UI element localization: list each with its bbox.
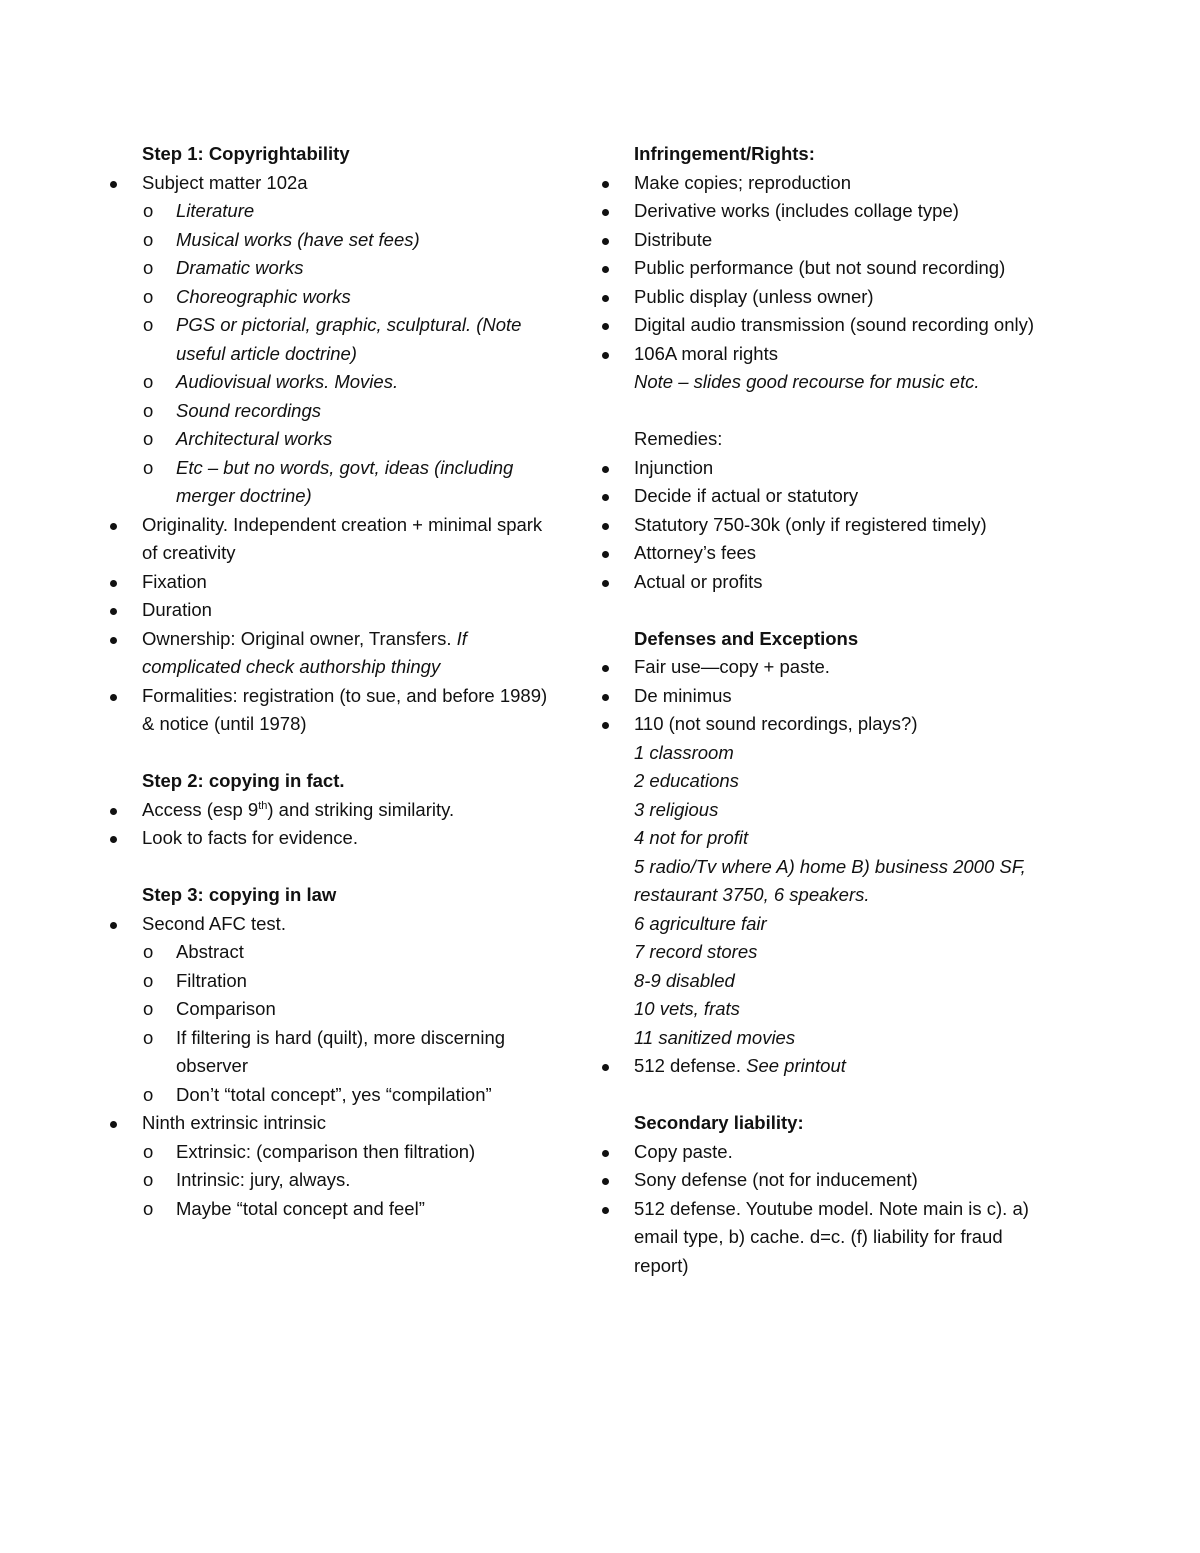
section-110-list xyxy=(600,739,1060,1053)
bullet-icon xyxy=(602,181,609,188)
bullet-item: Digital audio transmission (sound recording only) xyxy=(600,311,1060,340)
bullet-item: Ninth extrinsic intrinsic xyxy=(108,1109,558,1138)
sub-list-item: o Audiovisual works. Movies. xyxy=(108,368,558,397)
sub-list-item: o Musical works (have set fees) xyxy=(108,226,558,255)
sub-bullet-marker: o xyxy=(143,1083,154,1105)
bullet-item: Decide if actual or statutory xyxy=(600,482,1060,511)
sub-list-item: o Intrinsic: jury, always. xyxy=(108,1166,558,1195)
bullet-item: Access (esp 9th) and striking similarity. xyxy=(108,796,558,825)
bullet-item: De minimus xyxy=(600,682,1060,711)
sub-list-item: o Abstract xyxy=(108,938,558,967)
bullet-icon xyxy=(110,181,117,188)
bullet-item: 106A moral rights xyxy=(600,340,1060,369)
sub-bullet-marker: o xyxy=(143,998,154,1019)
bullet-item: 512 defense. Youtube model. Note main is c). a) email type, b) cache. d=c. (f) liability for fraud report) xyxy=(600,1195,1060,1281)
left-column xyxy=(108,140,558,1223)
bullet-icon xyxy=(602,238,609,245)
bullet-item: Public performance (but not sound recording) xyxy=(600,254,1060,283)
list-line: 11 sanitized movies xyxy=(634,1026,796,1048)
bullet-item: Ownership: Original owner, Transfers. If complicated check authorship thingy xyxy=(108,625,558,682)
sub-bullet-marker: o xyxy=(143,428,154,449)
sub-list-item: o PGS or pictorial, graphic, sculptural. (Note useful article doctrine) xyxy=(108,311,558,368)
sub-list-item: o If filtering is hard (quilt), more discerning observer xyxy=(108,1024,558,1081)
bullet-icon xyxy=(602,295,609,302)
list-line: 5 radio/Tv where A) home B) business 2000 SF, restaurant 3750, 6 speakers. xyxy=(634,855,1026,905)
sub-bullet-marker: o xyxy=(143,228,154,250)
list-line: 10 vets, frats xyxy=(634,998,740,1019)
sub-bullet-marker: o xyxy=(143,399,154,421)
note-line: Note – slides good recourse for music etc. xyxy=(634,371,980,392)
sub-list-item: o Architectural works xyxy=(108,425,558,454)
secondary-heading: Secondary liability: xyxy=(634,1112,804,1133)
afc-list xyxy=(108,938,558,1109)
list-line: 3 religious xyxy=(634,798,719,820)
list-line: 6 agriculture fair xyxy=(634,912,767,934)
bullet-icon xyxy=(110,637,117,644)
list-line: 4 not for profit xyxy=(634,827,749,848)
sub-bullet-marker: o xyxy=(143,314,154,335)
bullet-item: Formalities: registration (to sue, and before 1989) & notice (until 1978) xyxy=(108,682,558,739)
bullet-icon xyxy=(602,1207,609,1214)
bullet-icon xyxy=(602,494,609,501)
bullet-item: Make copies; reproduction xyxy=(600,169,1060,198)
bullet-icon xyxy=(110,1121,117,1128)
remedies-heading: Remedies: xyxy=(634,428,723,449)
bullet-item: 110 (not sound recordings, plays?) xyxy=(600,710,1060,739)
sub-list-item: o Filtration xyxy=(108,967,558,996)
bullet-icon xyxy=(110,580,117,587)
sub-bullet-marker: o xyxy=(143,1140,154,1162)
step1-heading: Step 1: Copyrightability xyxy=(142,143,350,164)
sub-list-item: o Extrinsic: (comparison then filtration) xyxy=(108,1138,558,1167)
bullet-icon xyxy=(110,694,117,701)
step2-heading: Step 2: copying in fact. xyxy=(142,770,345,791)
bullet-icon xyxy=(602,1178,609,1185)
sub-bullet-marker: o xyxy=(143,456,154,478)
bullet-item: Copy paste. xyxy=(600,1138,1060,1167)
defenses-heading: Defenses and Exceptions xyxy=(634,627,859,649)
bullet-icon xyxy=(602,1150,609,1157)
sub-list-item: o Etc – but no words, govt, ideas (including merger doctrine) xyxy=(108,454,558,511)
infringement-heading: Infringement/Rights: xyxy=(634,143,815,164)
bullet-icon xyxy=(110,836,117,843)
bullet-item: Statutory 750-30k (only if registered timely) xyxy=(600,511,1060,540)
bullet-item: Injunction xyxy=(600,454,1060,483)
remedies-list xyxy=(600,454,1060,597)
rights-list xyxy=(600,169,1060,369)
sub-bullet-marker: o xyxy=(143,941,154,962)
sub-bullet-marker: o xyxy=(143,371,154,392)
subject-matter-list xyxy=(108,197,558,511)
sub-list-item: o Literature xyxy=(108,197,558,226)
sub-list-item: o Maybe “total concept and feel” xyxy=(108,1195,558,1224)
bullet-icon xyxy=(602,323,609,330)
bullet-item: Second AFC test. xyxy=(108,910,558,939)
bullet-item: 512 defense. See printout xyxy=(600,1052,1060,1081)
bullet-item: Subject matter 102a xyxy=(108,169,558,198)
bullet-icon xyxy=(602,466,609,473)
bullet-item: Fixation xyxy=(108,568,558,597)
bullet-item: Attorney’s fees xyxy=(600,539,1060,568)
bullet-icon xyxy=(110,608,117,615)
bullet-icon xyxy=(110,922,117,929)
bullet-icon xyxy=(602,665,609,672)
sub-bullet-marker: o xyxy=(143,285,154,307)
right-column xyxy=(600,140,1060,1280)
ninth-circuit-list xyxy=(108,1138,558,1224)
bullet-item: Look to facts for evidence. xyxy=(108,824,558,853)
bullet-icon xyxy=(602,551,609,558)
bullet-icon xyxy=(602,580,609,587)
sub-list-item: o Comparison xyxy=(108,995,558,1024)
step3-heading: Step 3: copying in law xyxy=(142,884,337,905)
sub-list-item: o Don’t “total concept”, yes “compilation” xyxy=(108,1081,558,1110)
sub-bullet-marker: o xyxy=(143,969,154,991)
list-line: 1 classroom xyxy=(634,741,734,763)
list-line: 7 record stores xyxy=(634,941,758,962)
bullet-item: Fair use—copy + paste. xyxy=(600,653,1060,682)
list-line: 2 educations xyxy=(634,770,739,791)
sub-bullet-marker: o xyxy=(143,257,154,278)
secondary-liability-list xyxy=(600,1138,1060,1281)
bullet-icon xyxy=(602,266,609,273)
bullet-item: Sony defense (not for inducement) xyxy=(600,1166,1060,1195)
bullet-icon xyxy=(602,1064,609,1071)
sub-bullet-marker: o xyxy=(143,1169,154,1190)
bullet-item: Actual or profits xyxy=(600,568,1060,597)
bullet-item: Duration xyxy=(108,596,558,625)
bullet-icon xyxy=(110,523,117,530)
bullet-item: Public display (unless owner) xyxy=(600,283,1060,312)
sub-bullet-marker: o xyxy=(143,200,154,221)
bullet-icon xyxy=(602,694,609,701)
list-line: 8-9 disabled xyxy=(634,969,735,991)
sub-list-item: o Choreographic works xyxy=(108,283,558,312)
sub-bullet-marker: o xyxy=(143,1026,154,1048)
bullet-icon xyxy=(602,209,609,216)
bullet-icon xyxy=(602,722,609,729)
sub-bullet-marker: o xyxy=(143,1197,154,1219)
bullet-icon xyxy=(602,352,609,359)
bullet-icon xyxy=(602,523,609,530)
bullet-item: Derivative works (includes collage type) xyxy=(600,197,1060,226)
sub-list-item: o Dramatic works xyxy=(108,254,558,283)
bullet-item: Originality. Independent creation + minimal spark of creativity xyxy=(108,511,558,568)
bullet-icon xyxy=(110,808,117,815)
sub-list-item: o Sound recordings xyxy=(108,397,558,426)
bullet-item: Distribute xyxy=(600,226,1060,255)
